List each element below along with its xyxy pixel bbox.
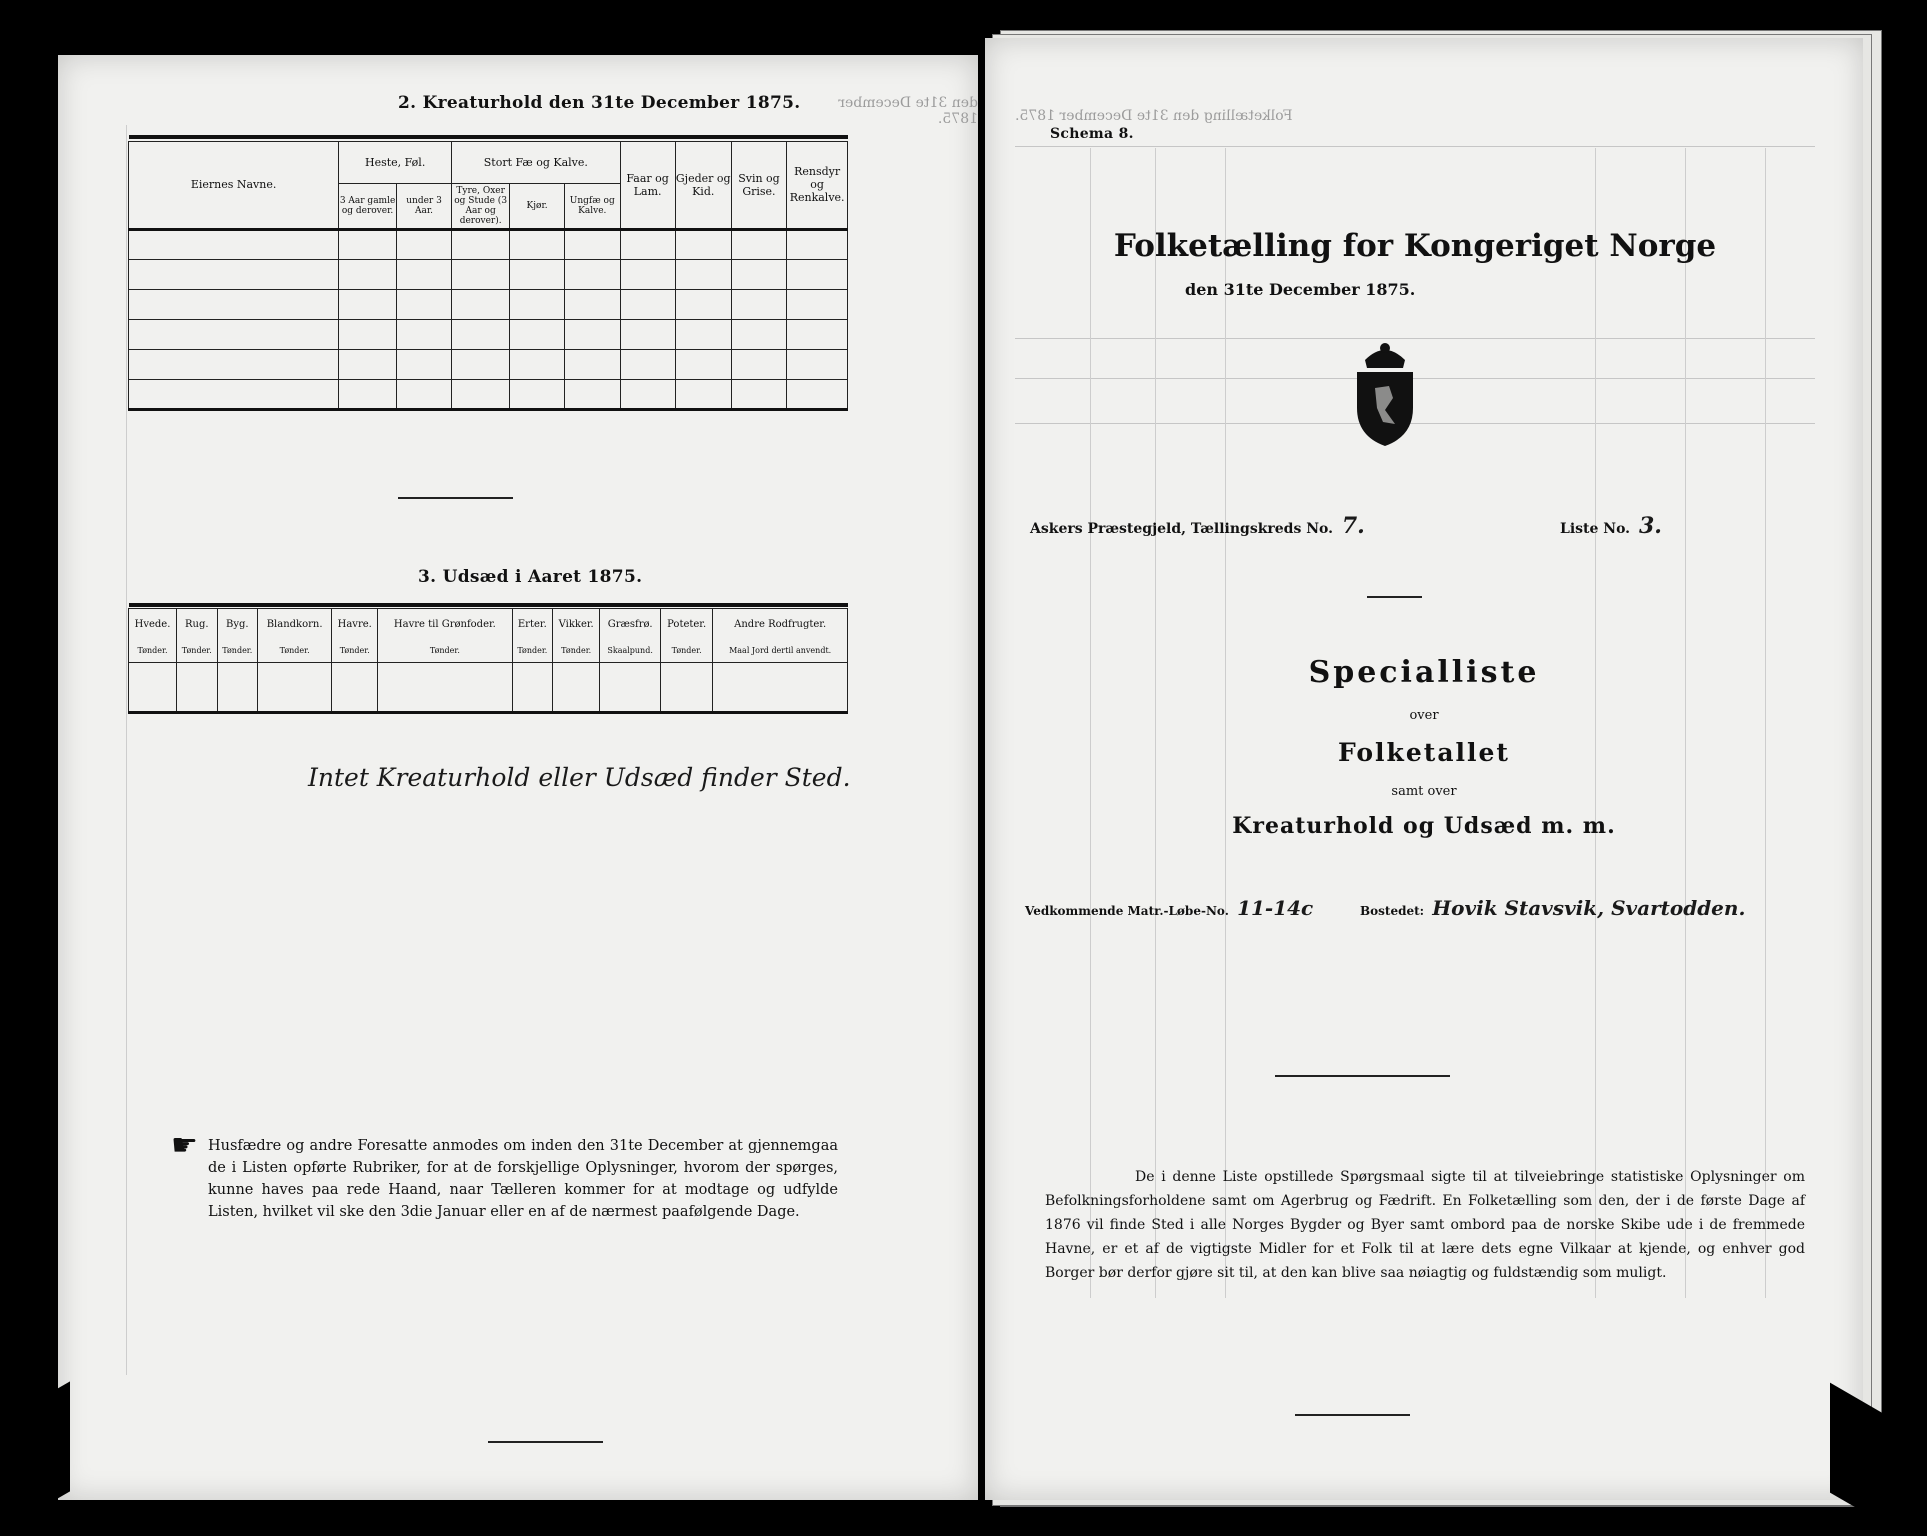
folketallet-title: Folketallet	[1338, 738, 1510, 767]
bosted-line	[1360, 896, 1745, 920]
bleed-through-line	[1765, 148, 1766, 1298]
header-calves: Ungfæ og Kalve.	[565, 183, 620, 229]
bleed-through-header: den 31te December 1875.	[838, 95, 978, 127]
bosted-label: Bostedet:	[1360, 904, 1425, 918]
sowing-unit-3: Tønder.	[258, 640, 332, 662]
sowing-unit-8: Skaalpund.	[600, 640, 661, 662]
sowing-unit-7: Tønder.	[553, 640, 600, 662]
main-title: Folketælling for Kongeriget Norge	[1113, 228, 1717, 264]
sowing-header-7: Vikker.	[553, 608, 600, 640]
header-horses-young: under 3 Aar.	[396, 183, 451, 229]
matr-value: 11-14c	[1237, 896, 1314, 920]
sowing-unit-5: Tønder.	[378, 640, 512, 662]
sowing-cell	[129, 662, 177, 712]
date-line: den 31te December 1875.	[1185, 280, 1416, 299]
handwritten-note: Intet Kreaturhold eller Udsæd finder Sted.	[308, 763, 851, 792]
kreaturhold-title: Kreaturhold og Udsæd m. m.	[1232, 813, 1616, 839]
sowing-cell	[600, 662, 661, 712]
sowing-cell	[258, 662, 332, 712]
bleed-through-line	[1225, 148, 1226, 1298]
bleed-through-line	[1595, 148, 1596, 1298]
sowing-header-9: Poteter.	[660, 608, 712, 640]
bottom-text: De i denne Liste opstillede Spørgsmaal sigte til at tilveiebringe statistiske Oplysninger om Befolkningsforholdene samt om Agerbrug og Fædrift. En Folketælling som den, der i de første Dage af 1876 vil finde Sted i alle Norges Bygder og Byer samt ombord paa de norske Skibe ude i de fremmede Havne, er et af de vigtigste Midler for et Folk til at lære dets egne Vilkaar at kjende, og enhver god Borger bør derfor gjøre sit til, at den kan blive saa nøiagtig og fuldstændig som muligt.	[1045, 1169, 1805, 1281]
divider-1	[1367, 596, 1422, 598]
schema-label: Schema 8.	[1050, 126, 1134, 142]
divider-bottom	[1295, 1414, 1410, 1416]
sowing-unit-2: Tønder.	[217, 640, 258, 662]
sowing-cell	[553, 662, 600, 712]
district-number: 7.	[1341, 513, 1365, 539]
bleed-through-line	[126, 125, 127, 1375]
notice-text: Husfædre og andre Foresatte anmodes om inden den 31te December at gjennemgaa de i Listen opførte Rubriker, for at de forskjellige Oplysninger, hvorom der spørges, kunne haves paa rede Haand, naar Tælleren kommer for at modtage og udfylde Listen, hvilket vil ske den 3die Januar eller en af de nærmest paafølgende Dage.	[208, 1138, 838, 1220]
sowing-header-2: Byg.	[217, 608, 258, 640]
right-page	[985, 38, 1863, 1500]
matr-line	[1025, 896, 1313, 920]
special-list-title: Specialliste	[1308, 655, 1540, 690]
header-oxen: Tyre, Oxer og Stude (3 Aar og derover).	[452, 183, 510, 229]
pointing-hand-icon: ☛	[171, 1128, 198, 1163]
header-cows: Kjør.	[510, 183, 565, 229]
sowing-header-4: Havre.	[332, 608, 378, 640]
header-sheep: Faar og Lam.	[620, 141, 675, 229]
sowing-header-5: Havre til Grønfoder.	[378, 608, 512, 640]
sowing-unit-10: Maal Jord dertil anvendt.	[713, 640, 848, 662]
samt-over-label: samt over	[1391, 784, 1457, 799]
bosted-value: Hovik Stavsvik, Svartodden.	[1432, 896, 1746, 920]
sowing-table	[128, 603, 848, 714]
divider-2	[1275, 1075, 1450, 1077]
list-label: Liste No.	[1560, 521, 1631, 537]
divider-short	[398, 497, 513, 499]
section3-title: 3. Udsæd i Aaret 1875.	[418, 567, 643, 587]
sowing-header-1: Rug.	[177, 608, 218, 640]
page-clip-left	[40, 1381, 70, 1508]
sowing-unit-0: Tønder.	[129, 640, 177, 662]
sowing-unit-9: Tønder.	[660, 640, 712, 662]
sowing-header-0: Hvede.	[129, 608, 177, 640]
over-label: over	[1409, 708, 1439, 723]
sowing-header-6: Erter.	[512, 608, 553, 640]
list-number: 3.	[1638, 513, 1662, 539]
sowing-unit-6: Tønder.	[512, 640, 553, 662]
list-number-line	[1560, 513, 1662, 539]
sowing-cell	[713, 662, 848, 712]
sowing-cell	[217, 662, 258, 712]
section2-title: 2. Kreaturhold den 31te December 1875.	[398, 93, 801, 113]
sowing-header-10: Andre Rodfrugter.	[713, 608, 848, 640]
header-reindeer: Rensdyr og Renkalve.	[787, 141, 848, 229]
bleed-through-line	[1685, 148, 1686, 1298]
sowing-unit-1: Tønder.	[177, 640, 218, 662]
sowing-header-8: Græsfrø.	[600, 608, 661, 640]
header-cattle: Stort Fæ og Kalve.	[452, 141, 620, 183]
header-horses-old: 3 Aar gamle og derover.	[339, 183, 397, 229]
sowing-cell	[378, 662, 512, 712]
matr-label: Vedkommende Matr.-Løbe-No.	[1025, 904, 1229, 918]
sowing-cell	[512, 662, 553, 712]
header-pigs: Svin og Grise.	[731, 141, 787, 229]
parish-line	[1030, 513, 1365, 539]
left-page	[58, 55, 978, 1500]
sowing-cell	[177, 662, 218, 712]
sowing-cell	[660, 662, 712, 712]
divider-bottom	[488, 1441, 603, 1443]
parish-label: Askers Præstegjeld, Tællingskreds No.	[1030, 521, 1333, 537]
header-horses: Heste, Føl.	[339, 141, 452, 183]
coat-of-arms-icon	[1345, 338, 1425, 448]
bleed-through-line	[1155, 148, 1156, 1298]
bleed-through-line	[1090, 148, 1091, 1298]
header-owner: Eiernes Navne.	[129, 141, 339, 229]
bleed-through-header: Folketælling den 31te December 1875.	[1015, 108, 1293, 124]
sowing-cell	[332, 662, 378, 712]
header-goats: Gjeder og Kid.	[675, 141, 731, 229]
sowing-header-3: Blandkorn.	[258, 608, 332, 640]
livestock-table	[128, 135, 848, 411]
bleed-through-line	[1015, 146, 1815, 147]
sowing-unit-4: Tønder.	[332, 640, 378, 662]
